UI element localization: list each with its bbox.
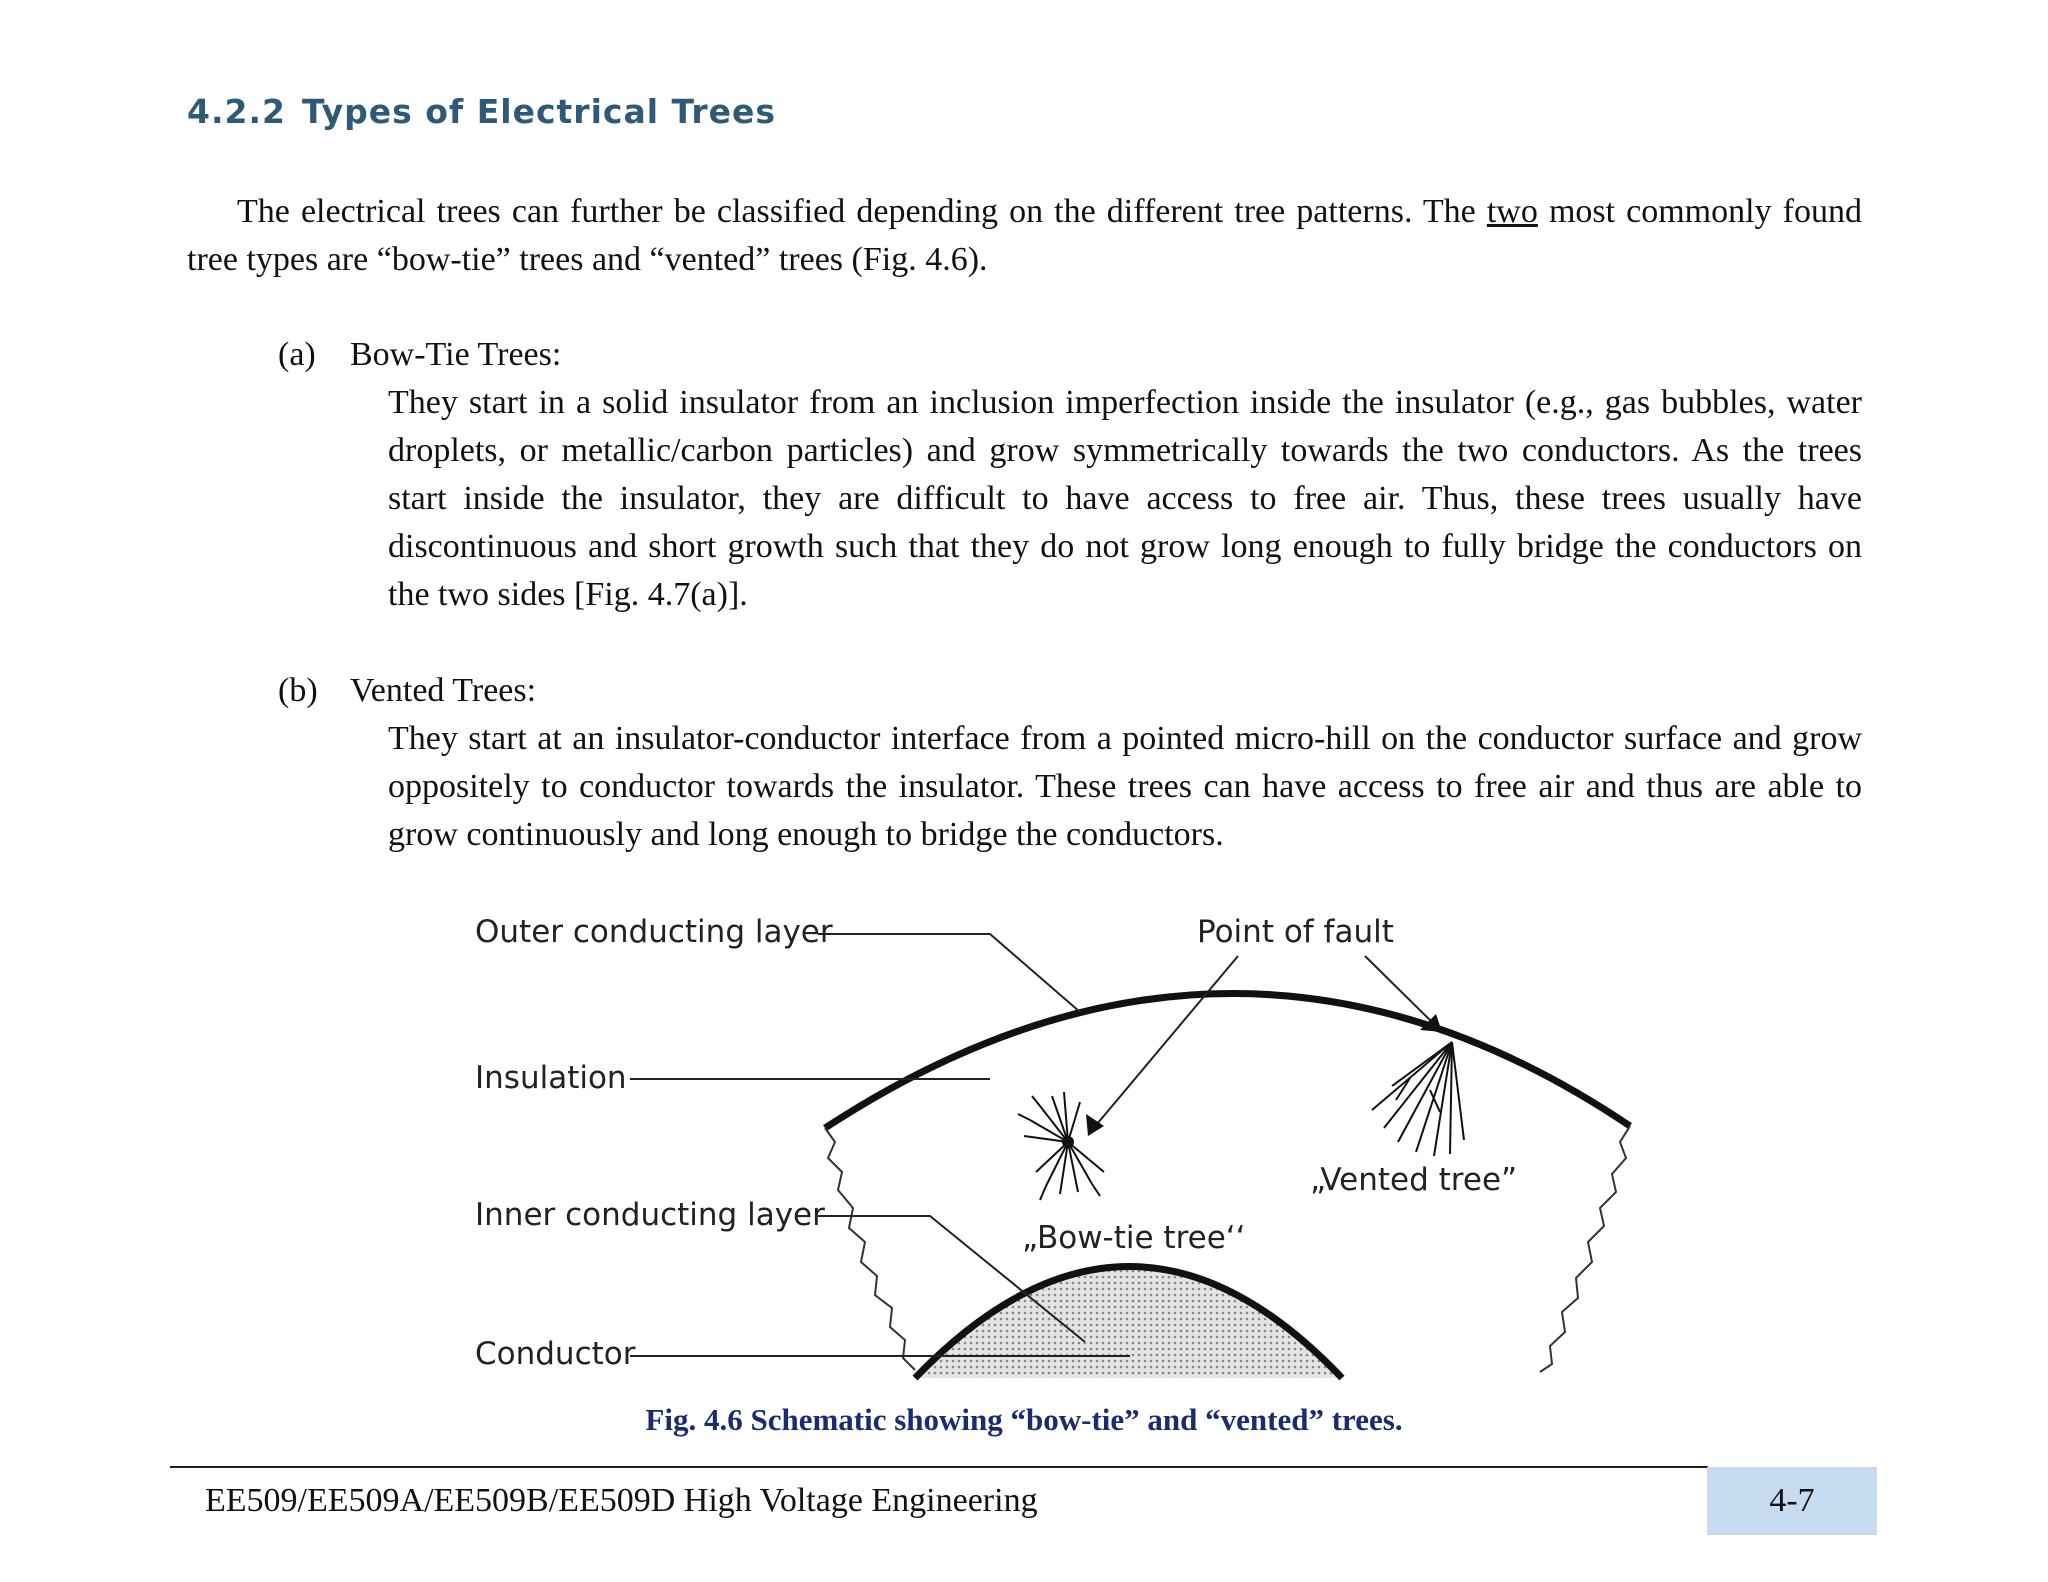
figure-caption: Fig. 4.6 Schematic showing “bow-tie” and “vented” trees. (645, 1402, 1403, 1437)
bowtie-tree-origin (1062, 1136, 1074, 1148)
left-broken-edge (825, 1128, 915, 1370)
label-vented-tree: „Vented tree” (1310, 1162, 1518, 1198)
footer-divider (170, 1466, 1708, 1468)
cable-tree-figure (440, 890, 1670, 1400)
outer-conducting-layer-arc (825, 993, 1630, 1128)
intro-paragraph (187, 188, 1862, 284)
vented-tree-branches (1372, 1042, 1464, 1156)
footer-course-title: EE509/EE509A/EE509B/EE509D High Voltage Engineering (205, 1482, 1038, 1519)
item-b-title: Vented Trees: (350, 672, 537, 709)
label-inner-conducting-layer: Inner conducting layer (475, 1197, 825, 1233)
item-b-label: (b) (278, 672, 318, 709)
label-insulation: Insulation (475, 1060, 627, 1096)
intro-underlined-word: two (1486, 193, 1538, 230)
label-conductor: Conductor (475, 1336, 636, 1372)
intro-text-start: The electrical trees can further be classified depending on the different tree patterns. The (237, 193, 1487, 230)
item-a-title: Bow-Tie Trees: (350, 336, 562, 373)
cable-cross-section-diagram (440, 890, 1670, 1400)
page-number: 4-7 (1769, 1482, 1815, 1519)
item-a-body: They start in a solid insulator from an inclusion imperfection inside the insulator (e.g., gas bubbles, water droplets, or metallic/carbon particles) and grow symmetrically towards the two conductors. As the trees start inside the insulator, they are difficult to have access to free air. Thus, these trees usually have discontinuous and short growth such that they do not grow long enough to fully bridge the conductors on the two sides [Fig. 4.7(a)]. (388, 384, 1862, 613)
intro-text-end: most commonly found tree types are “bow-tie” trees and “vented” trees (Fig. 4.6). (187, 193, 1862, 278)
section-heading (187, 92, 776, 131)
section-number: 4.2.2 (187, 92, 286, 131)
item-b-body: They start at an insulator-conductor interface from a pointed micro-hill on the conductor surface and grow oppositely to conductor towards the insulator. These trees can have access to free air and thus are able to grow continuously and long enough to bridge the conductors. (388, 720, 1862, 853)
item-b-heading (278, 667, 536, 715)
label-outer-conducting-layer: Outer conducting layer (475, 914, 833, 950)
label-point-of-fault: Point of fault (1197, 914, 1394, 950)
page-number-box (1707, 1467, 1877, 1535)
leader-fault-bowtie (1092, 956, 1238, 1130)
right-broken-edge (1540, 1126, 1630, 1372)
section-title: Types of Electrical Trees (301, 92, 777, 131)
bowtie-tree-branches (1018, 1092, 1104, 1200)
item-a-heading (278, 331, 561, 379)
leader-outer (818, 934, 1080, 1012)
item-a-label: (a) (278, 336, 316, 373)
label-bowtie-tree: „Bow-tie tree‘‘ (1022, 1220, 1246, 1256)
arrowhead-bowtie (1086, 1114, 1104, 1136)
